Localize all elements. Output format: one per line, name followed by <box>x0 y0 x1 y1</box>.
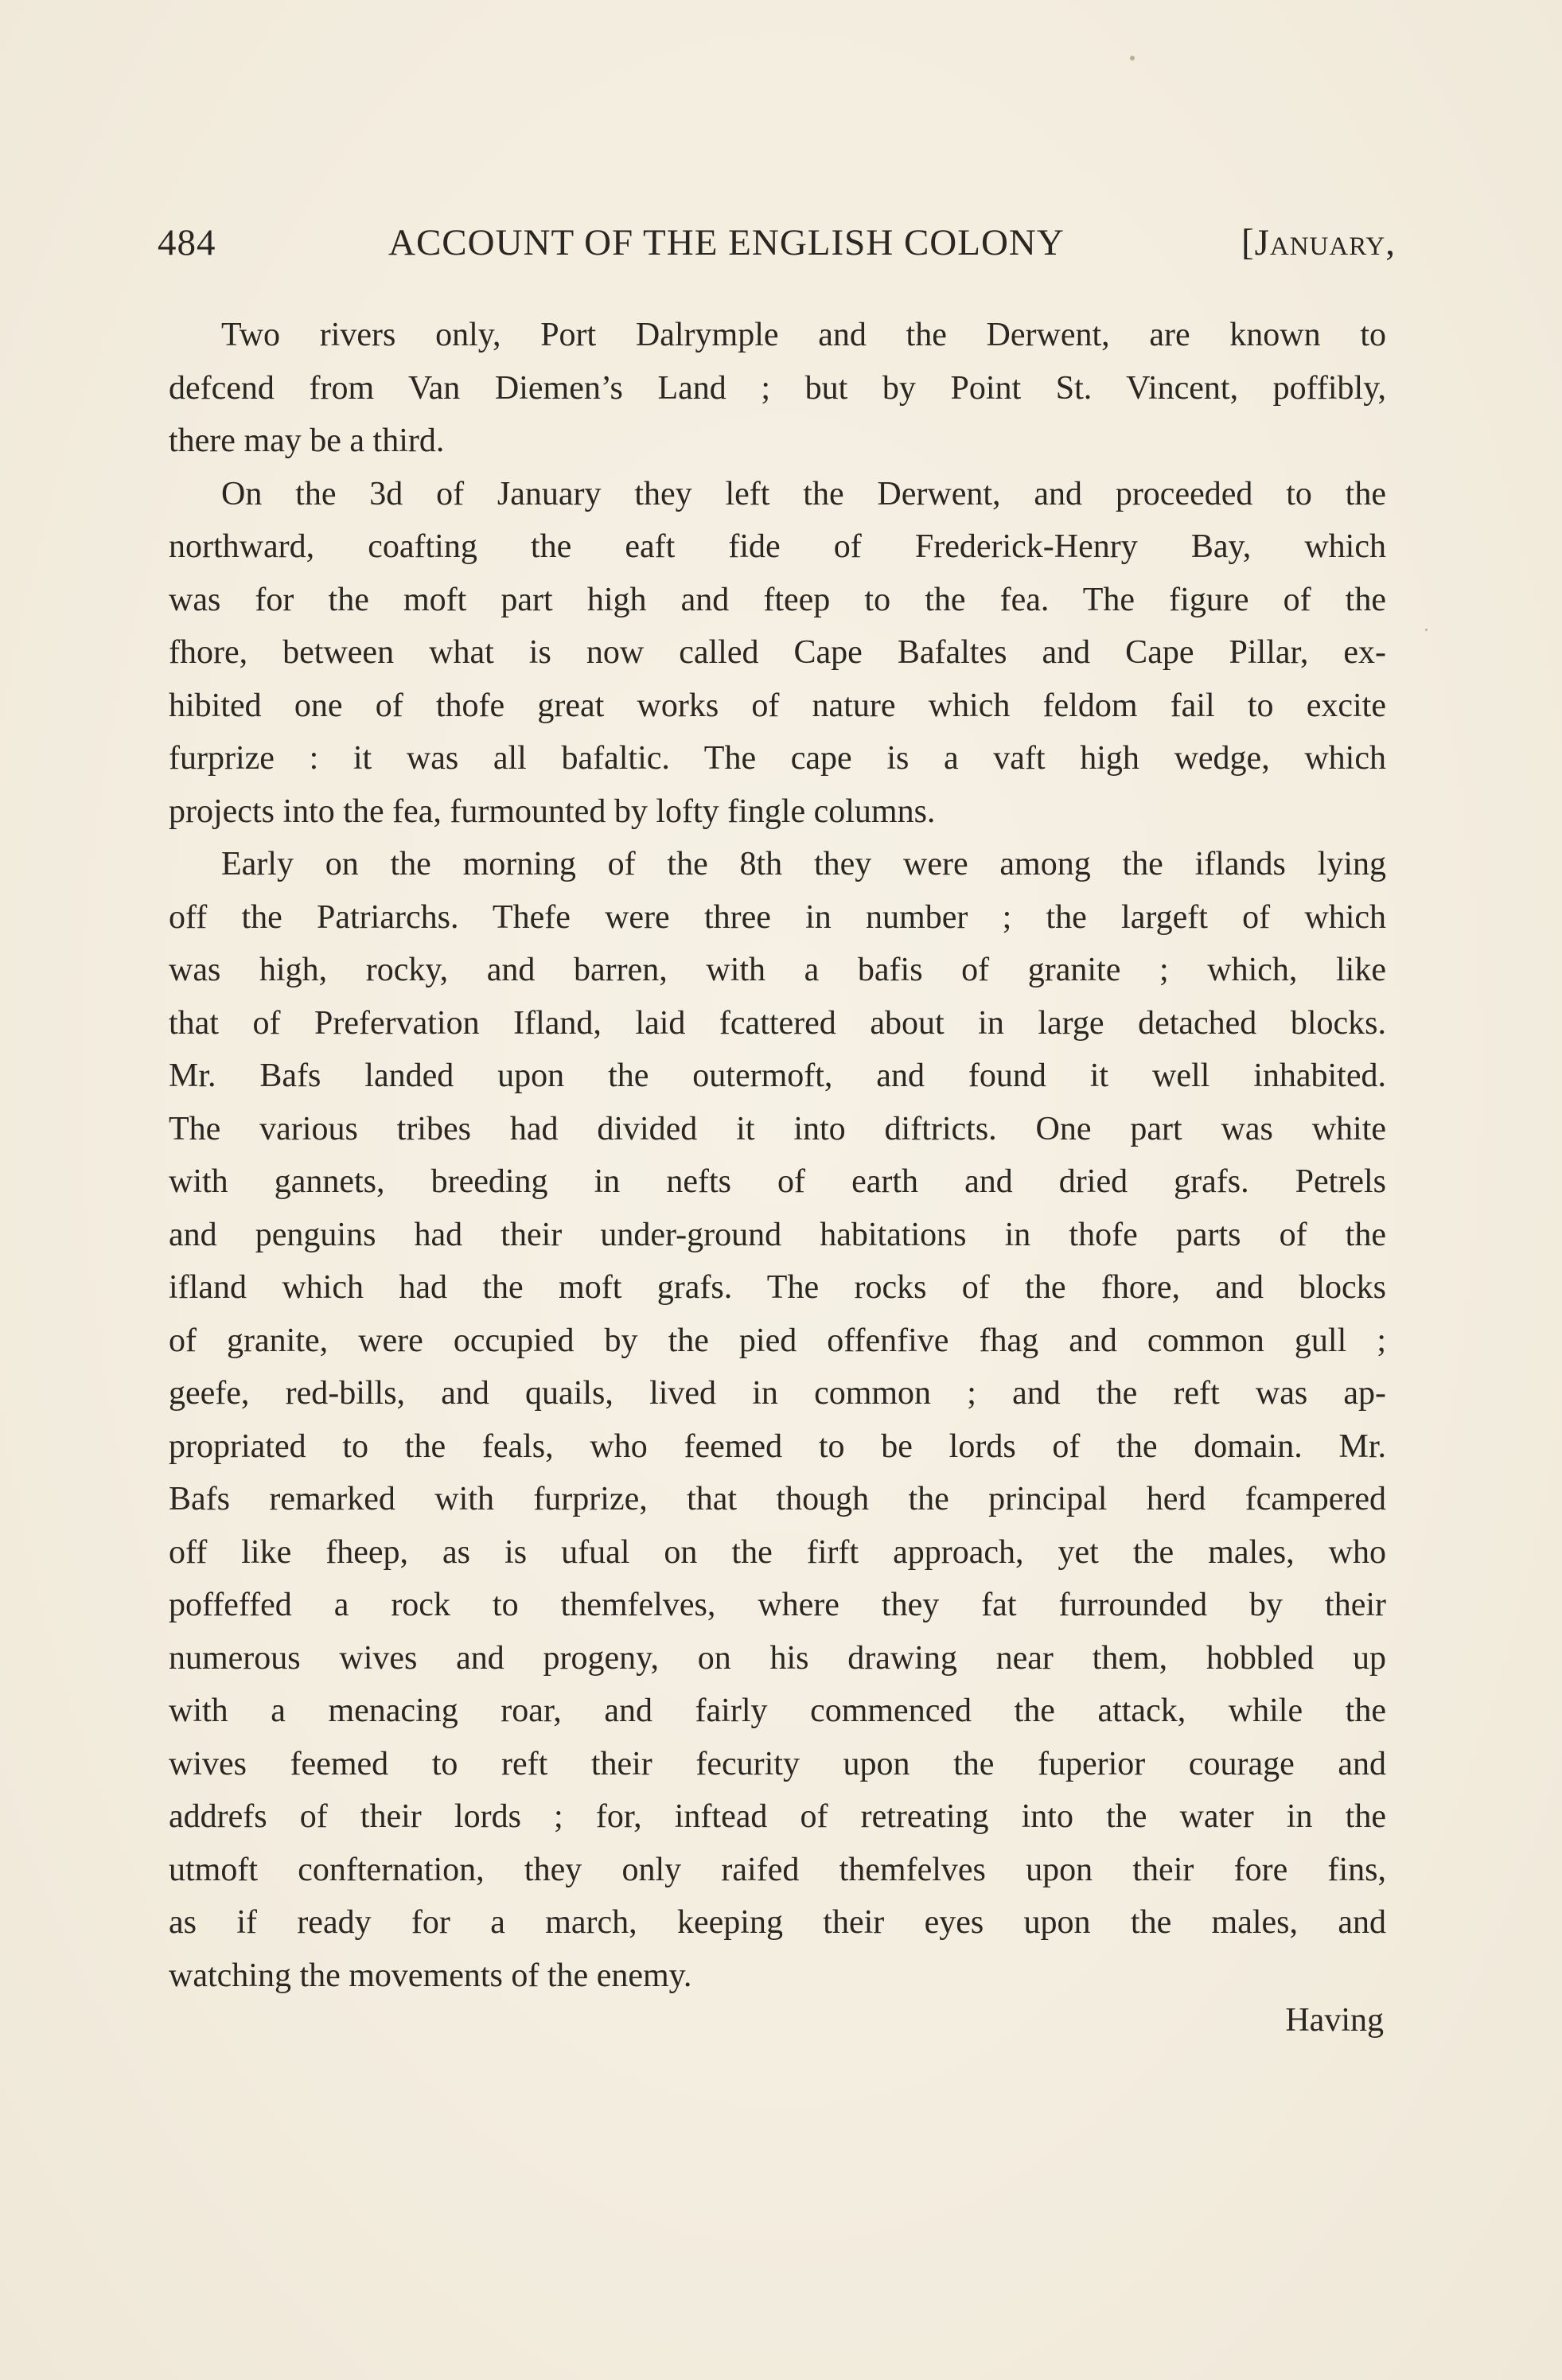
text-line: off like fheep, as is ufual on the firft approach, yet the males, who <box>169 1533 1386 1571</box>
running-title: ACCOUNT OF THE ENGLISH COLONY <box>388 222 1065 263</box>
text-line: hibited one of thofe great works of nature which feldom fail to excite <box>169 687 1386 724</box>
text-line: wives feemed to reft their fecurity upon the fuperior courage and <box>169 1745 1386 1782</box>
text-line: fhore, between what is now called Cape Bafaltes and Cape Pillar, ex- <box>169 634 1386 671</box>
running-header <box>158 216 1396 272</box>
text-line: Two rivers only, Port Dalrymple and the Derwent, are known to <box>221 317 1386 353</box>
text-line: with a menacing roar, and fairly commenced the attack, while the <box>169 1692 1386 1729</box>
text-line: geefe, red-bills, and quails, lived in common ; and the reft was ap- <box>169 1375 1386 1412</box>
text-line: off the Patriarchs. Thefe were three in number ; the largeft of which <box>169 898 1386 936</box>
body-text <box>169 309 1386 2002</box>
paragraph <box>169 468 1386 839</box>
text-line: utmoft confternation, they only raifed themfelves upon their fore fins, <box>169 1851 1386 1888</box>
text-line: there may be a third. <box>169 423 445 459</box>
text-line: defcend from Van Diemen’s Land ; but by Point St. Vincent, poffibly, <box>169 369 1386 407</box>
text-line: Bafs remarked with furprize, that though the principal herd fcampered <box>169 1481 1386 1517</box>
text-line: The various tribes had divided it into diftricts. One part was white <box>169 1110 1386 1147</box>
text-line: poffeffed a rock to themfelves, where they fat furrounded by their <box>169 1587 1386 1623</box>
paper-speck <box>1425 629 1428 631</box>
paper-speck <box>1130 56 1135 60</box>
text-line: and penguins had their under-ground habitations in thofe parts of the <box>169 1216 1386 1253</box>
text-line: Mr. Bafs landed upon the outermoft, and found it well inhabited. <box>169 1058 1386 1094</box>
text-line: as if ready for a march, keeping their eyes upon the males, and <box>169 1904 1386 1941</box>
text-line: On the 3d of January they left the Derwent, and proceeded to the <box>221 475 1386 512</box>
text-line: with gannets, breeding in nefts of earth and dried grafs. Petrels <box>169 1163 1386 1200</box>
text-line: was for the moft part high and fteep to the fea. The figure of the <box>169 581 1386 618</box>
running-month: [January, <box>1241 222 1396 263</box>
text-line: that of Prefervation Ifland, laid fcattered about in large detached blocks. <box>169 1004 1386 1042</box>
catchword: Having <box>1285 2002 1384 2039</box>
text-line: was high, rocky, and barren, with a bafis of granite ; which, like <box>169 952 1386 988</box>
text-line: projects into the fea, furmounted by lofty fingle columns. <box>169 793 936 830</box>
text-line: ifland which had the moft grafs. The rocks of the fhore, and blocks <box>169 1269 1386 1306</box>
text-line: of granite, were occupied by the pied offenfive fhag and common gull ; <box>169 1322 1386 1359</box>
page-number: 484 <box>158 222 216 263</box>
text-line: northward, coafting the eaft fide of Frederick-Henry Bay, which <box>169 528 1386 565</box>
text-line: addrefs of their lords ; for, inftead of retreating into the water in the <box>169 1798 1386 1835</box>
text-line: furprize : it was all bafaltic. The cape is a vaft high wedge, which <box>169 740 1386 777</box>
text-line: Early on the morning of the 8th they were among the iflands lying <box>221 846 1386 882</box>
text-line: numerous wives and progeny, on his drawing near them, hobbled up <box>169 1639 1386 1677</box>
paragraph <box>169 838 1386 2002</box>
text-line: propriated to the feals, who feemed to be lords of the domain. Mr. <box>169 1428 1386 1465</box>
paragraph <box>169 309 1386 468</box>
text-line: watching the movements of the enemy. <box>169 1957 692 1994</box>
